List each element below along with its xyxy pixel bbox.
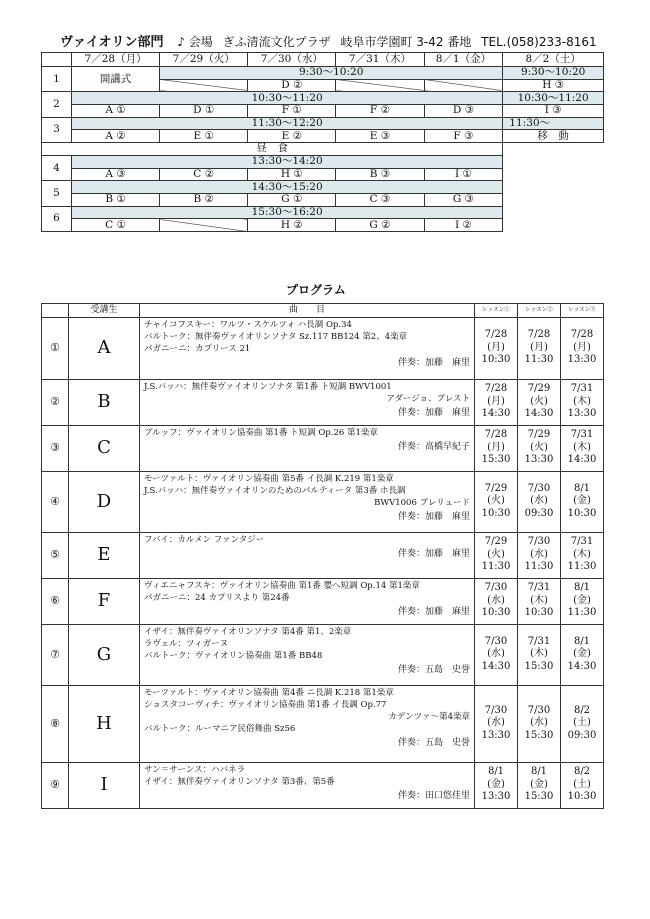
day-header: 7／31（木） xyxy=(336,53,424,67)
lesson-cell: F ① xyxy=(248,105,336,118)
lesson-cell: B ② xyxy=(160,193,248,206)
lesson-weekday: (水) xyxy=(487,648,505,660)
lesson-time: 13:30 xyxy=(567,354,597,366)
accompanist: 伴奏：五島 史誉 xyxy=(397,737,470,748)
accompanist: 伴奏：加藤 麻里 xyxy=(397,548,470,559)
student-letter: E xyxy=(69,532,140,578)
lesson-1-time xyxy=(475,425,518,471)
lesson-time: 14:30 xyxy=(481,660,511,672)
piece-line: イザイ：無伴奏ヴァイオリンソナタ 第4番 第1、2楽章 xyxy=(144,626,352,637)
lesson-date: 7/30 xyxy=(527,536,551,548)
piece-line: ヴィエニャフスキ：ヴァイオリン協奏曲 第1番 嬰ヘ短調 Op.14 第1楽章 xyxy=(144,580,420,591)
lesson-date: 7/28 xyxy=(484,329,508,341)
lesson-cell: I ② xyxy=(424,219,503,232)
period-number: 4 xyxy=(42,155,72,180)
period-number: 1 xyxy=(42,67,72,92)
lesson-weekday: (金) xyxy=(573,495,591,507)
lesson-cell: A ② xyxy=(72,130,160,143)
empty-cell xyxy=(503,206,604,219)
empty-cell xyxy=(503,181,604,194)
lesson-time: 10:30 xyxy=(567,507,597,519)
piece-list xyxy=(140,762,475,808)
piece-line: パガニーニ：24 カプリスより 第24番 xyxy=(144,592,290,603)
accompanist: 伴奏：加藤 麻里 xyxy=(397,511,470,522)
period-number: 2 xyxy=(42,92,72,117)
lesson-weekday: (水) xyxy=(530,548,548,560)
header-lesson-1: レッスン① xyxy=(475,304,518,318)
accompanist: 伴奏：高橋早紀子 xyxy=(397,441,470,452)
lesson-2-time xyxy=(518,578,561,624)
piece-line: モーツァルト：ヴァイオリン協奏曲 第5番 イ長調 K.219 第1楽章 xyxy=(144,473,394,484)
lesson-date: 8/1 xyxy=(573,635,591,647)
lesson-weekday: (月) xyxy=(487,341,505,353)
move-cell: 移 動 xyxy=(503,130,604,143)
student-letter: D xyxy=(69,471,140,532)
lesson-date: 7/31 xyxy=(570,536,594,548)
venue-tel: TEL.(058)233-8161 xyxy=(481,35,597,49)
lesson-1-time xyxy=(475,317,518,379)
day-header: 8／2（土） xyxy=(503,53,604,67)
lesson-cell: H ① xyxy=(248,168,336,181)
row-index: ⑦ xyxy=(42,624,69,685)
student-letter: H xyxy=(69,685,140,762)
lesson-time: 09:30 xyxy=(567,729,597,741)
row-index: ⑥ xyxy=(42,578,69,624)
lesson-weekday: (金) xyxy=(487,778,505,790)
piece-list xyxy=(140,532,475,578)
accompanist: 伴奏：加藤 麻里 xyxy=(397,357,470,368)
lesson-time: 11:30 xyxy=(524,561,554,573)
lesson-3-time xyxy=(561,624,604,685)
lesson-1-time xyxy=(475,685,518,762)
lesson-date: 7/28 xyxy=(570,329,594,341)
lesson-cell: A ③ xyxy=(72,168,160,181)
lesson-weekday: (金) xyxy=(573,648,591,660)
opening-ceremony: 開講式 xyxy=(72,67,160,92)
piece-movement: カデンツァ～第4楽章 xyxy=(388,711,470,722)
lesson-1-time xyxy=(475,578,518,624)
lesson-date: 7/31 xyxy=(527,635,551,647)
schedule-table xyxy=(41,52,604,232)
lesson-cell: E ② xyxy=(248,130,336,143)
lesson-time: 13:30 xyxy=(524,454,554,466)
time-slot: 13:30～14:20 xyxy=(72,155,503,168)
lesson-cell: F ② xyxy=(336,105,424,118)
lesson-date: 8/1 xyxy=(530,766,548,778)
empty-cell xyxy=(503,155,604,168)
student-letter: B xyxy=(69,379,140,425)
row-index: ③ xyxy=(42,425,69,471)
lesson-2-time xyxy=(518,762,561,808)
lesson-cell: C ② xyxy=(160,168,248,181)
piece-line: サン＝サーンス：ハバネラ xyxy=(144,764,246,775)
empty-cell xyxy=(503,219,604,232)
lesson-1-time xyxy=(475,762,518,808)
time-slot: 14:30～15:20 xyxy=(72,181,503,194)
piece-line: J.S.バッハ：無伴奏ヴァイオリンソナタ 第1番 ト短調 BWV1001 xyxy=(144,381,392,392)
lesson-date: 8/1 xyxy=(573,582,591,594)
lesson-weekday: (土) xyxy=(573,717,591,729)
piece-line: フバイ：カルメン ファンタジー xyxy=(144,534,265,545)
day-header: 7／28（月） xyxy=(72,53,160,67)
student-letter: G xyxy=(69,624,140,685)
lesson-date: 8/2 xyxy=(573,704,591,716)
lesson-date: 7/30 xyxy=(484,635,508,647)
empty-cell xyxy=(503,143,604,156)
schedule-day-row xyxy=(42,53,604,67)
lesson-3-time xyxy=(561,578,604,624)
lesson-weekday: (火) xyxy=(530,441,548,453)
lesson-cell: C ③ xyxy=(336,193,424,206)
lesson-date: 8/1 xyxy=(573,482,591,494)
lesson-time: 14:30 xyxy=(567,660,597,672)
lesson-weekday: (水) xyxy=(487,717,505,729)
period-number: 6 xyxy=(42,206,72,231)
lesson-time: 10:30 xyxy=(481,354,511,366)
piece-list xyxy=(140,578,475,624)
lesson-weekday: (金) xyxy=(530,778,548,790)
lesson-cell: E ① xyxy=(160,130,248,143)
accompanist: 伴奏：加藤 麻里 xyxy=(397,606,470,617)
lesson-date: 7/30 xyxy=(527,482,551,494)
lesson-date: 7/31 xyxy=(570,429,594,441)
lesson-time: 11:30 xyxy=(567,561,597,573)
lesson-time: 10:30 xyxy=(524,607,554,619)
time-slot: 10:30～11:20 xyxy=(503,92,604,105)
lesson-time: 10:30 xyxy=(567,791,597,803)
lesson-time: 15:30 xyxy=(481,454,511,466)
student-letter: C xyxy=(69,425,140,471)
lesson-1-time xyxy=(475,471,518,532)
piece-line: チャイコフスキー：ワルツ・スケルツォ ハ長調 Op.34 xyxy=(144,319,352,330)
lesson-2-time xyxy=(518,624,561,685)
lesson-1-time xyxy=(475,379,518,425)
lesson-cell: B ③ xyxy=(336,168,424,181)
student-letter: F xyxy=(69,578,140,624)
piece-line: パガニーニ：カプリース 21 xyxy=(144,343,251,354)
piece-line: J.S.バッハ：無伴奏ヴァイオリンのためのパルティータ 第3番 ホ長調 xyxy=(144,485,406,496)
venue-address: 岐阜市学園町 3-42 番地 xyxy=(340,35,472,49)
no-lesson-cell xyxy=(160,219,248,232)
lesson-date: 7/30 xyxy=(527,704,551,716)
lesson-3-time xyxy=(561,762,604,808)
time-slot: 10:30～11:20 xyxy=(72,92,503,105)
lesson-cell: H ② xyxy=(248,219,336,232)
no-lesson-cell xyxy=(336,79,424,92)
lesson-cell: C ① xyxy=(72,219,160,232)
accompanist: 伴奏：五島 史誉 xyxy=(397,664,470,675)
program-row xyxy=(42,425,604,471)
header-lesson-3: レッスン③ xyxy=(561,304,604,318)
lesson-3-time xyxy=(561,317,604,379)
lesson-date: 7/29 xyxy=(484,482,508,494)
lesson-date: 7/31 xyxy=(527,582,551,594)
lesson-3-time xyxy=(561,379,604,425)
accompanist: 伴奏：加藤 麻里 xyxy=(397,407,470,418)
lesson-2-time xyxy=(518,471,561,532)
time-slot: 15:30～16:20 xyxy=(72,206,503,219)
piece-list xyxy=(140,317,475,379)
lesson-cell: H ③ xyxy=(503,79,604,92)
lesson-weekday: (火) xyxy=(487,495,505,507)
period-number: 5 xyxy=(42,181,72,206)
lesson-weekday: (火) xyxy=(530,395,548,407)
lesson-date: 7/28 xyxy=(484,429,508,441)
lesson-time: 09:30 xyxy=(524,507,554,519)
corner-cell xyxy=(42,53,72,67)
lesson-time: 11:30 xyxy=(524,354,554,366)
lesson-cell: E ③ xyxy=(336,130,424,143)
lesson-cell: G ① xyxy=(248,193,336,206)
lesson-time: 13:30 xyxy=(481,791,511,803)
lesson-3-time xyxy=(561,425,604,471)
lesson-weekday: (月) xyxy=(573,341,591,353)
piece-line: イザイ：無伴奏ヴァイオリンソナタ 第3番、第5番 xyxy=(144,776,335,787)
lesson-2-time xyxy=(518,685,561,762)
lesson-1-time xyxy=(475,624,518,685)
lesson-1-time xyxy=(475,532,518,578)
lesson-weekday: (月) xyxy=(487,441,505,453)
time-slot: 9:30～10:20 xyxy=(503,67,604,80)
program-row xyxy=(42,685,604,762)
row-index: ④ xyxy=(42,471,69,532)
program-row xyxy=(42,578,604,624)
period-number: 3 xyxy=(42,117,72,142)
venue-name: ぎふ清流文化プラザ xyxy=(222,35,331,49)
lesson-time: 13:30 xyxy=(481,729,511,741)
lesson-date: 7/29 xyxy=(527,429,551,441)
lesson-date: 7/30 xyxy=(484,582,508,594)
no-lesson-cell xyxy=(424,79,503,92)
time-slot: 11:30～12:20 xyxy=(72,117,503,130)
lesson-weekday: (火) xyxy=(487,548,505,560)
lesson-cell: A ① xyxy=(72,105,160,118)
row-index: ② xyxy=(42,379,69,425)
lesson-time: 15:30 xyxy=(524,791,554,803)
lesson-weekday: (木) xyxy=(530,594,548,606)
lesson-date: 8/2 xyxy=(573,766,591,778)
lesson-cell: B ① xyxy=(72,193,160,206)
time-slot: 9:30～10:20 xyxy=(160,67,503,80)
page-header xyxy=(60,31,600,50)
lesson-time: 15:30 xyxy=(524,729,554,741)
piece-movement: アダージョ、プレスト xyxy=(386,393,470,404)
header-student: 受講生 xyxy=(69,304,140,318)
lesson-weekday: (木) xyxy=(573,548,591,560)
piece-line: ショスタコーヴィチ：ヴァイオリン協奏曲 第1番 イ長調 Op.77 xyxy=(144,699,387,710)
lesson-2-time xyxy=(518,532,561,578)
header-lesson-2: レッスン② xyxy=(518,304,561,318)
time-slot: 11:30～ xyxy=(503,117,604,130)
lesson-time: 14:30 xyxy=(567,454,597,466)
lesson-date: 7/28 xyxy=(484,383,508,395)
lesson-3-time xyxy=(561,685,604,762)
lesson-cell: D ① xyxy=(160,105,248,118)
piece-line: モーツァルト：ヴァイオリン協奏曲 第4番 ニ長調 K.218 第1楽章 xyxy=(144,687,394,698)
lesson-date: 7/29 xyxy=(527,383,551,395)
lesson-weekday: (水) xyxy=(530,495,548,507)
day-header: 8／1（金） xyxy=(424,53,503,67)
piece-line: ラヴェル：ツィガーヌ xyxy=(144,638,229,649)
lunch-row: 昼 食 xyxy=(42,143,503,156)
no-lesson-cell xyxy=(160,79,248,92)
program-row xyxy=(42,762,604,808)
lesson-time: 10:30 xyxy=(481,607,511,619)
lesson-time: 11:30 xyxy=(567,607,597,619)
lesson-3-time xyxy=(561,471,604,532)
lesson-cell: D ② xyxy=(248,79,336,92)
lesson-date: 7/30 xyxy=(484,704,508,716)
lesson-time: 14:30 xyxy=(524,408,554,420)
row-index: ⑨ xyxy=(42,762,69,808)
lesson-cell: D ③ xyxy=(424,105,503,118)
day-header: 7／29（火） xyxy=(160,53,248,67)
corner-cell xyxy=(42,304,69,318)
piece-list xyxy=(140,685,475,762)
lesson-time: 14:30 xyxy=(481,408,511,420)
lesson-weekday: (月) xyxy=(487,395,505,407)
piece-line: バルトーク：ヴァイオリン協奏曲 第1番 BB48 xyxy=(144,650,323,661)
lesson-date: 8/1 xyxy=(487,766,505,778)
lesson-cell: F ③ xyxy=(424,130,503,143)
program-row xyxy=(42,624,604,685)
header-piece: 曲 目 xyxy=(140,304,475,318)
lesson-2-time xyxy=(518,379,561,425)
lesson-cell: G ② xyxy=(336,219,424,232)
lesson-weekday: (金) xyxy=(573,594,591,606)
lesson-weekday: (月) xyxy=(530,341,548,353)
program-row xyxy=(42,317,604,379)
lesson-time: 11:30 xyxy=(481,561,511,573)
lesson-date: 7/31 xyxy=(570,383,594,395)
piece-line: ブルッフ：ヴァイオリン協奏曲 第1番 ト短調 Op.26 第1楽章 xyxy=(144,427,378,438)
day-header: 7／30（水） xyxy=(248,53,336,67)
program-row xyxy=(42,379,604,425)
program-header-row xyxy=(42,304,604,318)
program-row xyxy=(42,471,604,532)
piece-list xyxy=(140,379,475,425)
lesson-weekday: (木) xyxy=(530,648,548,660)
program-table xyxy=(41,303,604,809)
empty-cell xyxy=(503,168,604,181)
row-index: ⑤ xyxy=(42,532,69,578)
lesson-weekday: (木) xyxy=(573,441,591,453)
piece-line: バルトーク：無伴奏ヴァイオリンソナタ Sz.117 BB124 第2、4楽章 xyxy=(144,331,408,342)
lesson-weekday: (土) xyxy=(573,778,591,790)
lesson-date: 7/28 xyxy=(527,329,551,341)
lesson-time: 13:30 xyxy=(567,408,597,420)
program-title: プログラム xyxy=(286,283,346,297)
lesson-date: 7/29 xyxy=(484,536,508,548)
lesson-weekday: (木) xyxy=(573,395,591,407)
lesson-time: 15:30 xyxy=(524,660,554,672)
lesson-cell: G ③ xyxy=(424,193,503,206)
student-letter: A xyxy=(69,317,140,379)
lesson-3-time xyxy=(561,532,604,578)
student-letter: I xyxy=(69,762,140,808)
lesson-time: 10:30 xyxy=(481,507,511,519)
lesson-weekday: (水) xyxy=(487,594,505,606)
piece-list xyxy=(140,471,475,532)
piece-movement: BWV1006 プレリュード xyxy=(374,497,470,508)
row-index: ⑧ xyxy=(42,685,69,762)
row-index: ① xyxy=(42,317,69,379)
accompanist: 伴奏：田口悠佳里 xyxy=(397,790,470,801)
lesson-weekday: (水) xyxy=(530,717,548,729)
venue-label: ♪ 会場 xyxy=(177,35,213,49)
lesson-cell: I ③ xyxy=(503,105,604,118)
piece-list xyxy=(140,624,475,685)
empty-cell xyxy=(503,193,604,206)
lesson-2-time xyxy=(518,317,561,379)
department-title: ヴァイオリン部門 xyxy=(60,35,164,50)
piece-line: バルトーク：ルーマニア民俗舞曲 Sz56 xyxy=(144,723,296,734)
program-row xyxy=(42,532,604,578)
lesson-cell: I ① xyxy=(424,168,503,181)
lesson-2-time xyxy=(518,425,561,471)
piece-list xyxy=(140,425,475,471)
